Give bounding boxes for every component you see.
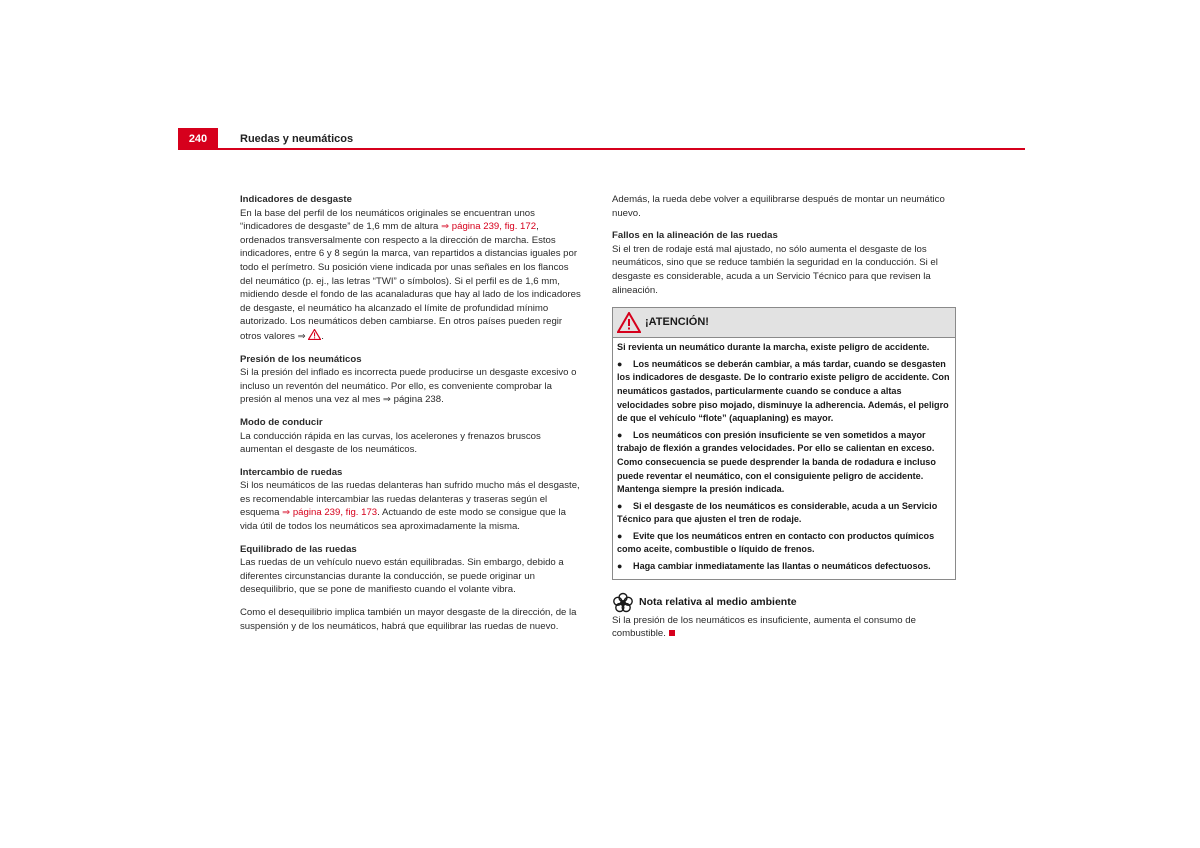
warning-title: ¡ATENCIÓN!: [645, 315, 709, 328]
end-marker-icon: [669, 630, 675, 636]
bullet-icon: ●: [617, 561, 623, 572]
paragraph-rotation: Si los neumáticos de las ruedas delanteras han sufrido mucho más el desgaste, es recomendable intercambiar las ruedas delanteras y traseras según el esquema ⇒ página 239, fig. 173. Actuando de este modo se consigue que la vida útil de todos los neumáticos sea aproximadamente la misma.: [240, 480, 580, 533]
right-column: [612, 193, 956, 650]
section-title-driving: Modo de conducir: [240, 416, 323, 428]
page-header: [178, 128, 1025, 150]
page-number: 240: [178, 128, 218, 148]
page-link[interactable]: ⇒ página 239, fig. 173: [282, 507, 378, 519]
environment-note-text: Si la presión de los neumáticos es insuficiente, aumenta el consumo de combustible.: [612, 614, 916, 640]
paragraph-driving: La conducción rápida en las curvas, los acelerones y frenazos bruscos aumentan el desgaste de los neumáticos.: [240, 430, 541, 456]
section-title-rotation: Intercambio de ruedas: [240, 466, 343, 478]
paragraph-rebalance: Además, la rueda debe volver a equilibrarse después de montar un neumático nuevo.: [612, 194, 945, 219]
warning-header: [613, 308, 955, 338]
paragraph-balancing-1: Las ruedas de un vehículo nuevo están equilibradas. Sin embargo, debido a diferentes circunstancias durante la conducción, se puede originar un desequilibrio, que se pone de manifiesto cuando el volante vibra.: [240, 557, 564, 596]
paragraph-pressure: Si la presión del inflado es incorrecta puede producirse un desgaste excesivo o incluso un reventón del neumático. Por ello, es conveniente comprobar la presión al menos una vez al mes ⇒ página 238.: [240, 367, 577, 406]
paragraph-alignment: Si el tren de rodaje está mal ajustado, no sólo aumenta el desgaste de los neumáticos, sino que se reduce también la seguridad en la conducción. Si el desgaste es considerable, acuda a un Servicio Técnico para que revisen la alineación.: [612, 243, 938, 296]
warning-item: ● Si el desgaste de los neumáticos es considerable, acuda a un Servicio Técnico para que ajusten el tren de rodaje.: [617, 500, 938, 525]
left-column: [240, 193, 582, 642]
bullet-icon: ●: [617, 358, 623, 369]
section-title-pressure: Presión de los neumáticos: [240, 353, 362, 365]
environment-note-header: [612, 592, 956, 614]
bullet-icon: ●: [617, 500, 623, 511]
paragraph-balancing-2: Como el desequilibrio implica también un mayor desgaste de la dirección, de la suspensión y de los neumáticos, habrá que equilibrar las ruedas de nuevo.: [240, 607, 577, 632]
warning-item: ● Los neumáticos se deberán cambiar, a más tardar, cuando se desgasten los indicadores de desgaste. De lo contrario existe peligro de accidente. Con neumáticos gastados, particularmente cuando se conduce a altas velocidades sobre piso mojado, disminuye la adherencia. Además, el peligro de que el vehículo “flote” (aquaplaning) es mayor.: [617, 358, 950, 424]
section-title-wear-indicators: Indicadores de desgaste: [240, 194, 352, 205]
chapter-title: Ruedas y neumáticos: [240, 133, 354, 145]
warning-body: [613, 338, 955, 579]
bullet-icon: ●: [617, 429, 623, 440]
section-title-balancing: Equilibrado de las ruedas: [240, 543, 357, 555]
header-rule: [178, 148, 1025, 150]
paragraph-wear-indicators: En la base del perfil de los neumáticos originales se encuentran unos “indicadores de desgaste” de 1,6 mm de altura ⇒ página 239, fig. 172, ordenados transversalmente con respecto a la dirección de marcha. Estos indicadores, entre 6 y 8 según la marca, van repartidos a distancias iguales por todo el perímetro. Su posición viene indicada por unas señales en los flancos del neumático (p. ej., las letras “TWI” o símbolos). Si el perfil es de 1,6 mm, midiendo desde el fondo de las acanaladuras que hay al lado de los indicadores de desgaste, el neumático ha alcanzado el límite de profundidad mínimo autorizado. Los neumáticos deben cambiarse. En otros países pueden regir otros valores ⇒ .: [240, 207, 581, 342]
flower-environment-icon: [612, 592, 634, 614]
warning-triangle-icon: [308, 329, 321, 340]
warning-triangle-icon: [617, 312, 641, 333]
warning-box: [612, 307, 956, 580]
section-title-alignment: Fallos en la alineación de las ruedas: [612, 230, 778, 242]
warning-item: ● Haga cambiar inmediatamente las llantas o neumáticos defectuosos.: [617, 560, 951, 574]
bullet-icon: ●: [617, 530, 623, 541]
warning-item: ● Evite que los neumáticos entren en contacto con productos químicos como aceite, combustible o líquido de frenos.: [617, 530, 935, 555]
warning-item: ● Los neumáticos con presión insuficiente se ven sometidos a mayor trabajo de flexión a grandes velocidades. Por ello se calientan en exceso. Como consecuencia se puede desprender la banda de rodadura e incluso puede reventar el neumático, con el consiguiente peligro de accidente. Mantenga siempre la presión indicada.: [617, 429, 936, 495]
warning-intro: Si revienta un neumático durante la marcha, existe peligro de accidente.: [617, 342, 930, 353]
environment-note-title: Nota relativa al medio ambiente: [639, 595, 797, 608]
page-link[interactable]: ⇒ página 239, fig. 172: [441, 221, 537, 233]
